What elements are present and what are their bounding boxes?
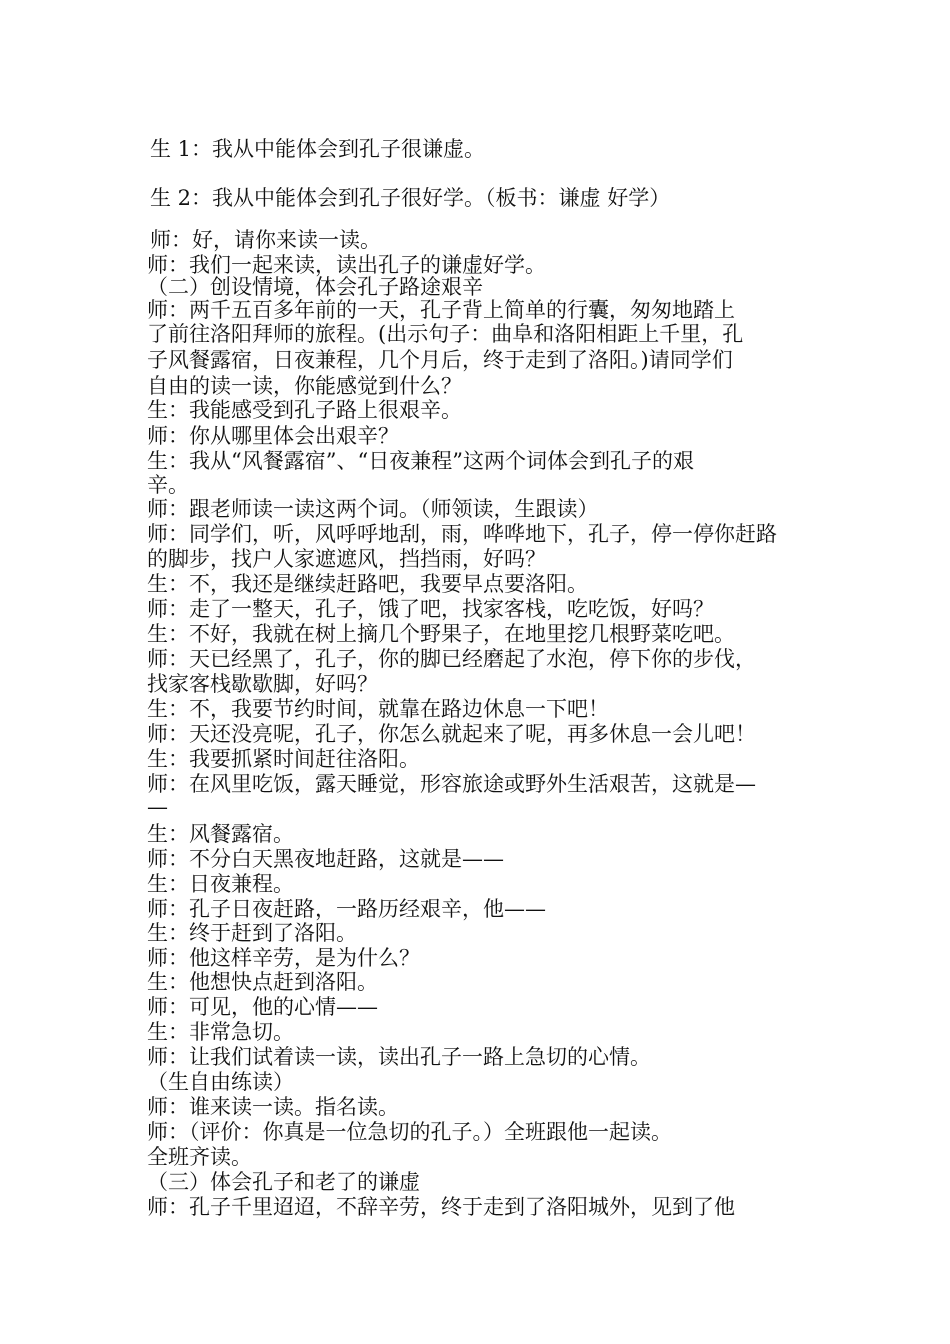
text-line: 生：不好，我就在树上摘几个野果子，在地里挖几根野菜吃吧。 xyxy=(147,622,735,646)
text-line: 了前往洛阳拜师的旅程。(出示句子：曲阜和洛阳相距上千里，孔 xyxy=(147,322,744,346)
text-line: 师：跟老师读一读这两个词。（师领读，生跟读） xyxy=(147,497,599,521)
text-line: 师：你从哪里体会出艰辛？ xyxy=(147,424,399,448)
text-line: 生：日夜兼程。 xyxy=(147,872,294,896)
text-line: 找家客栈歇歇脚，好吗？ xyxy=(147,672,378,696)
text-line: 师：在风里吃饭，露天睡觉，形容旅途或野外生活艰苦，这就是— xyxy=(147,772,756,796)
text-line: 子风餐露宿，日夜兼程，几个月后，终于走到了洛阳。)请同学们 xyxy=(147,348,733,372)
text-line: 生：我从“风餐露宿”、“日夜兼程”这两个词体会到孔子的艰 xyxy=(147,449,694,473)
text-line: 师：谁来读一读。指名读。 xyxy=(147,1095,399,1119)
text-line: 师：天还没亮呢，孔子，你怎么就起来了呢，再多休息一会儿吧！ xyxy=(147,722,756,746)
text-line: 师：天已经黑了，孔子，你的脚已经磨起了水泡，停下你的步伐， xyxy=(147,647,756,671)
text-line: 辛。 xyxy=(147,473,189,497)
text-line: 生 1：我从中能体会到孔子很谦虚。 xyxy=(150,137,486,161)
text-line: 师：走了一整天，孔子，饿了吧，找家客栈，吃吃饭，好吗？ xyxy=(147,597,714,621)
text-line: 生：不，我还是继续赶路吧，我要早点要洛阳。 xyxy=(147,572,588,596)
text-line: 生：我能感受到孔子路上很艰辛。 xyxy=(147,398,462,422)
text-line: 生 2：我从中能体会到孔子很好学。（板书：谦虚 好学） xyxy=(150,186,671,210)
text-line: 师：让我们试着读一读，读出孔子一路上急切的心情。 xyxy=(147,1045,651,1069)
text-line: — xyxy=(147,795,168,819)
text-line: 师：他这样辛劳，是为什么？ xyxy=(147,946,420,970)
text-line: 师：孔子日夜赶路，一路历经艰辛，他—— xyxy=(147,897,546,921)
text-line: 师：孔子千里迢迢，不辞辛劳，终于走到了洛阳城外，见到了他 xyxy=(147,1195,735,1219)
text-line: 生：终于赶到了洛阳。 xyxy=(147,921,357,945)
text-line: 生：他想快点赶到洛阳。 xyxy=(147,970,378,994)
text-line: 全班齐读。 xyxy=(147,1145,252,1169)
text-line: 师：我们一起来读，读出孔子的谦虚好学。 xyxy=(147,253,546,277)
text-line: 的脚步，找户人家遮遮风，挡挡雨，好吗？ xyxy=(147,547,546,571)
section-heading: （二）创设情境，体会孔子路途艰辛 xyxy=(147,275,483,299)
section-heading: （三）体会孔子和老了的谦虚 xyxy=(147,1170,420,1194)
text-line: 自由的读一读，你能感觉到什么？ xyxy=(147,374,462,398)
text-line: （生自由练读） xyxy=(147,1070,294,1094)
text-line: 师：可见，他的心情—— xyxy=(147,995,378,1019)
text-line: 生：不，我要节约时间，就靠在路边休息一下吧！ xyxy=(147,697,609,721)
text-line: 师：同学们，听，风呼呼地刮，雨，哗哗地下，孔子，停一停你赶路 xyxy=(147,522,777,546)
text-line: 师：两千五百多年前的一天，孔子背上简单的行囊，匆匆地踏上 xyxy=(147,298,735,322)
text-line: 生：我要抓紧时间赶往洛阳。 xyxy=(147,747,420,771)
text-line: 师：（评价：你真是一位急切的孔子。）全班跟他一起读。 xyxy=(147,1120,672,1144)
text-line: 师：好，请你来读一读。 xyxy=(150,228,381,252)
text-line: 师：不分白天黑夜地赶路，这就是—— xyxy=(147,847,504,871)
text-line: 生：非常急切。 xyxy=(147,1020,294,1044)
text-line: 生：风餐露宿。 xyxy=(147,822,294,846)
